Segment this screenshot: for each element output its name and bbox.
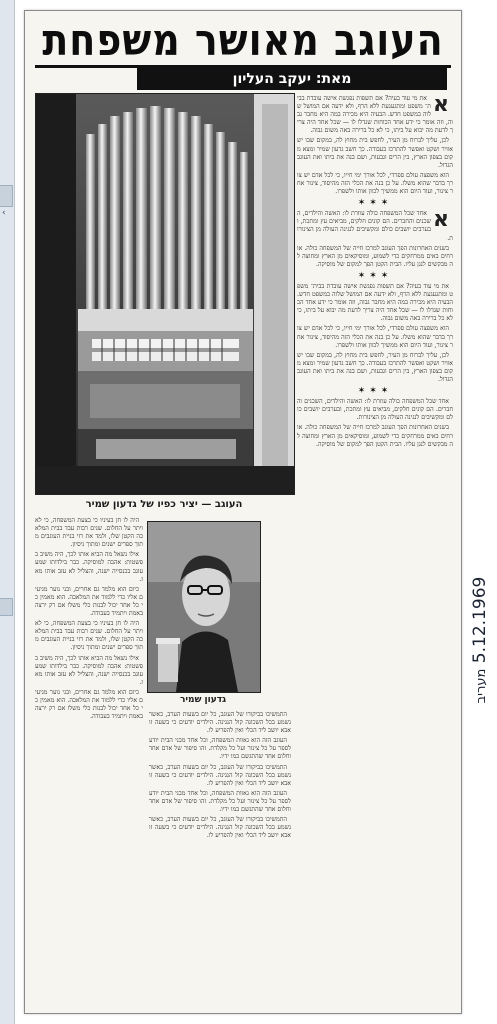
drop-cap: א: [432, 95, 449, 117]
article-column-middle: [149, 711, 291, 1007]
article-paragraph: את מי עוד בעיה? אם תשפות נפגשת אישה עובדת בבית־ משפט ומתגעגעת ללא הרף, ולא ידעה אם המושל שלוה במשפט חדש. הבעיה היא מכירה במה היא מחבר גבוה, וזה אומר כי ידע אחד הכוחות שגדלו לו — שכל אחד היה צריך לדעת מה יבוא על ביתו, כי לא כל ברירה באה משום גבוה.: [297, 282, 453, 323]
archive-date-text: [470, 577, 490, 704]
article-paragraph: כיום הוא מלמד גם אחרים, ובני נוער מגיעים אליו כדי ללמוד את המלאכה. הוא מאמין כי כל אחד יכול לבנות כלי משלו אם רק ירצה באמת ויתמיד בעבודה.: [35, 688, 143, 721]
article-paragraph: לכן, עליך לברוח מן העיר, לחפש בית מחוץ לה, במקום שבו יש אוויר ושקט ואפשר להתרכז בעבודה. כך חשב גדעון שמיר ומצא מקום בצפון הארץ, בין הרים וגבעות, ושם בנה את ביתו ואת העוגב הגדול.: [297, 137, 453, 169]
article-paragraph: לכן, עליך לברוח מן העיר, לחפש בית מחוץ לה, במקום שבו יש אוויר ושקט ואפשר להתרכז בעבודה. כך חשב גדעון שמיר ומצא מקום בצפון הארץ, בין הרים וגבעות, ושם בנה את ביתו ואת העוגב הגדול.: [297, 351, 453, 383]
viewer-side-panel: [0, 0, 15, 1024]
newspaper-name: מעריב: [474, 668, 489, 704]
article-paragraph: התמשיכו בביקורו של העוגב, כל יום בשעות הערב, כאשר נשמע בכל השכונה קול הנגינה. הילדים יודעים כי בשעה זו אבא יושב ליד הכלי ואין להפריע לו.: [149, 816, 291, 840]
organ-photo-image: [36, 94, 294, 494]
article-headline: [35, 15, 451, 68]
portrait-photo-image: [148, 522, 260, 692]
article-paragraph: אחד שכל המשפחה כולה עוזרת לו: האשה והילדים, השכנים והחברים. הם קונים חלקים, מביאים עץ ומתכת, ובערבים יושבים כולם ומקשיבים לנגינה העולה מן הצינורות.: [297, 398, 453, 422]
article-paragraph: העוגב הזה הוא גאוות המשפחה, וכל אחד מבני הבית יודע לספר על כל צינור ועל כל מקלדת. זהו סיפור של אדם אחד וחלום אחד שהתגשם במו ידיו.: [149, 737, 291, 761]
portrait-caption: גדעון שמיר: [179, 695, 227, 705]
organ-photo-caption: העוגב — יציר כפיו של גדעון שמיר: [85, 499, 243, 510]
article-paragraph: אחד שכל המשפחה כולה עוזרת לו: האשה והילדים, השכנים והחברים. הם קונים חלקים, מביאים עץ ומתכת, ובערבים יושבים כולם ומקשיבים לנגינה העולה מן הצינורות.: [297, 210, 453, 242]
article-paragraph: אילו נשאל מה הביא אותו לכך, היה משיב בפשטות: אהבה למוסיקה. כבר בילדותו שמע עוגב בכנסייה ישנה, והצליל לא עזב אותו מאז.: [35, 654, 143, 686]
publication-date: 5.12.1969: [470, 576, 490, 664]
archive-date-label: [468, 520, 492, 760]
article-column-left: [35, 517, 143, 1007]
article-paragraph: התמשיכו בביקורו של העוגב, כל יום בשעות הערב, כאשר נשמע בכל השכונה קול הנגינה. הילדים יודעים כי בשעה זו אבא יושב ליד הכלי ואין להפריע לו.: [149, 763, 291, 787]
drop-cap: א: [432, 207, 449, 233]
article-paragraph: אילו נשאל מה הביא אותו לכך, היה משיב בפשטות: אהבה למוסיקה. כבר בילדותו שמע עוגב בכנסייה ישנה, והצליל לא עזב אותו מאז.: [35, 551, 143, 583]
article-paragraph: הוא משפצה עולם ספרדי, לכל אורך ימי חייו, כי לכל אדם יש צורך בדבר שהוא משלו. על כן בנה את הכלי הזה מהיסוד, צינור אחר צינור, ועוד היום הוא ממשיך לכוון אותו ולשפרו.: [297, 171, 453, 196]
organ-photo: [35, 93, 295, 495]
article-paragraph: העוגב הזה הוא גאוות המשפחה, וכל אחד מבני הבית יודע לספר על כל צינור ועל כל מקלדת. זהו סיפור של אדם אחד וחלום אחד שהתגשם במו ידיו.: [149, 789, 291, 814]
byline-text: מאת: יעקב העליון: [232, 71, 352, 87]
article-column-right: [297, 95, 453, 1007]
viewer-side-tab[interactable]: [0, 185, 13, 207]
headline-text: העוגב מאושר משפחת: [42, 14, 444, 66]
article-paragraph: את מי עוד בעיה? אם תשפות נפגשת אישה עובדת בבית־ משפט ומתגעגעת ללא הרף, ולא ידעה אם המושל שלוה במשפט חדש. הבעיה היא מכירה במה היא מחבר גבוה, וזה אומר כי ידע אחד הכוחות שגדלו לו — שכל אחד היה צריך לדעת מה יבוא על ביתו, כי לא כל ברירה באה משום גבוה.: [297, 95, 453, 135]
section-divider-stars: ✶✶✶: [357, 198, 393, 209]
article-paragraph: היה לו חן בעיניו כי בצעת המשפחה, כי לא ויתר על החלום. שנים רבות עבד בבית המלאכה הקטן שלו, ולמד את רזי בניית העוגבים מתוך ספרים ישנים ומתוך ניסיון.: [35, 517, 143, 549]
article-paragraph: בשנים האחרונות הפך העוגב למרכז חייה של המשפחה כולה. אורחים באים ממרחקים כדי לשמוע, ומוסיקאים מן הארץ ומחוצה לה מבקשים לנגן עליו. הבית הקטן הפך למקום של מוסיקה.: [297, 244, 453, 268]
article-byline: [137, 68, 447, 90]
newspaper-clipping: [24, 10, 462, 1014]
section-divider-stars: ✶✶✶: [357, 270, 393, 281]
viewer-side-tab[interactable]: [0, 598, 13, 616]
article-paragraph: כיום הוא מלמד גם אחרים, ובני נוער מגיעים אליו כדי ללמוד את המלאכה. הוא מאמין כי כל אחד יכול לבנות כלי משלו אם רק ירצה באמת ויתמיד בעבודה.: [35, 585, 143, 618]
portrait-photo: [147, 521, 261, 693]
article-paragraph: התמשיכו בביקורו של העוגב, כל יום בשעות הערב, כאשר נשמע בכל השכונה קול הנגינה. הילדים יודעים כי בשעה זו אבא יושב ליד הכלי ואין להפריע לו.: [149, 711, 291, 735]
article-paragraph: הוא משפצה עולם ספרדי, לכל אורך ימי חייו, כי לכל אדם יש צורך בדבר שהוא משלו. על כן בנה את הכלי הזה מהיסוד, צינור אחר צינור, ועוד היום הוא ממשיך לכוון אותו ולשפרו.: [297, 325, 453, 349]
section-divider-stars: ✶✶✶: [357, 386, 393, 397]
chevron-left-icon[interactable]: ‹: [2, 208, 6, 218]
article-paragraph: בשנים האחרונות הפך העוגב למרכז חייה של המשפחה כולה. אורחים באים ממרחקים כדי לשמוע, ומוסיקאים מן הארץ ומחוצה לה מבקשים לנגן עליו. הבית הקטן הפך למקום של מוסיקה.: [297, 424, 453, 448]
article-paragraph: היה לו חן בעיניו כי בצעת המשפחה, כי לא ויתר על החלום. שנים רבות עבד בבית המלאכה הקטן שלו, ולמד את רזי בניית העוגבים מתוך ספרים ישנים ומתוך ניסיון.: [35, 620, 143, 652]
